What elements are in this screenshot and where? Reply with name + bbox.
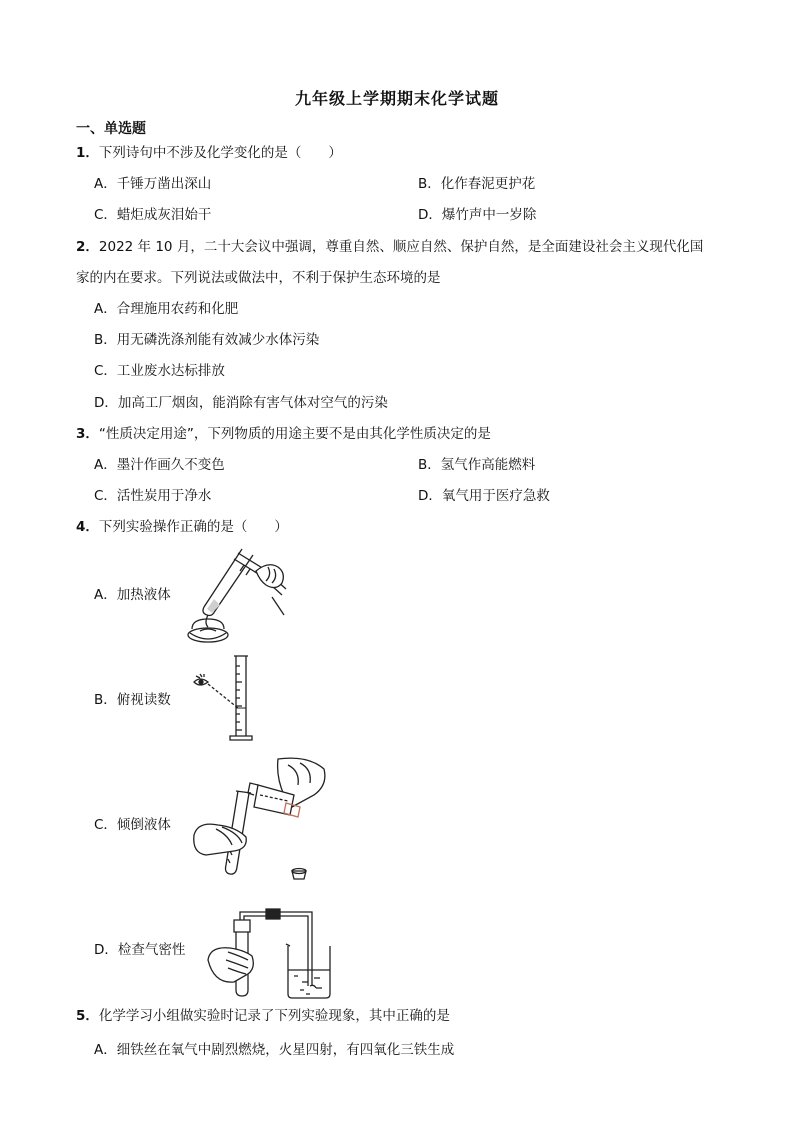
q3-option-d: D．氧气用于医疗急救 [418,488,550,504]
question-number: 1． [76,145,99,161]
q4-option-a: A．加热液体 [94,587,171,603]
question-3 [76,424,491,444]
question-number: 3． [76,426,99,442]
q2-option-a: A．合理施用农药和化肥 [94,301,239,317]
question-2-line2: 家的内在要求。下列说法或做法中，不利于保护生态环境的是 [76,270,441,286]
airtightness-figure [204,906,334,1000]
question-number: 2． [76,239,99,255]
q4-option-b: B．俯视读数 [94,692,171,708]
q1-option-d: D．爆竹声中一岁除 [418,207,537,223]
q3-option-b: B．氢气作高能燃料 [418,457,536,473]
question-1 [76,143,342,163]
q2-option-b: B．用无磷洗涤剂能有效减少水体污染 [94,332,320,348]
heating-liquid-figure [182,545,292,645]
question-number: 5． [76,1008,99,1024]
page-title: 九年级上学期期末化学试题 [294,89,499,108]
graduated-cylinder-figure [190,652,270,744]
question-stem-line1: 2022 年 10 月，二十大会议中强调，尊重自然、顺应自然、保护自然，是全面建设社会主义现代化国 [98,239,704,255]
question-2 [76,237,703,257]
q4-option-d: D．检查气密性 [94,942,186,958]
question-stem: 化学学习小组做实验时记录了下列实验现象，其中正确的是 [98,1008,450,1024]
q4-option-c: C．倾倒液体 [94,817,171,833]
q1-option-b: B．化作春泥更护花 [418,176,536,192]
q3-option-c: C．活性炭用于净水 [94,488,212,504]
question-stem: 下列实验操作正确的是（ ） [98,519,288,535]
question-stem: “性质决定用途”，下列物质的用途主要不是由其化学性质决定的是 [98,426,491,442]
question-4 [76,517,288,537]
section-heading: 一、单选题 [76,121,146,137]
question-5 [76,1006,450,1026]
q2-option-c: C．工业废水达标排放 [94,363,225,379]
q2-option-d: D．加高工厂烟囱，能消除有害气体对空气的污染 [94,395,388,411]
q5-option-a: A．细铁丝在氧气中剧烈燃烧，火星四射，有四氧化三铁生成 [94,1042,455,1058]
q1-option-a: A．千锤万凿出深山 [94,176,212,192]
question-stem: 下列诗句中不涉及化学变化的是（ ） [98,145,342,161]
q3-option-a: A．墨汁作画久不变色 [94,457,225,473]
q1-option-c: C．蜡炬成灰泪始干 [94,207,212,223]
question-number: 4． [76,519,99,535]
pouring-liquid-figure [188,755,334,890]
